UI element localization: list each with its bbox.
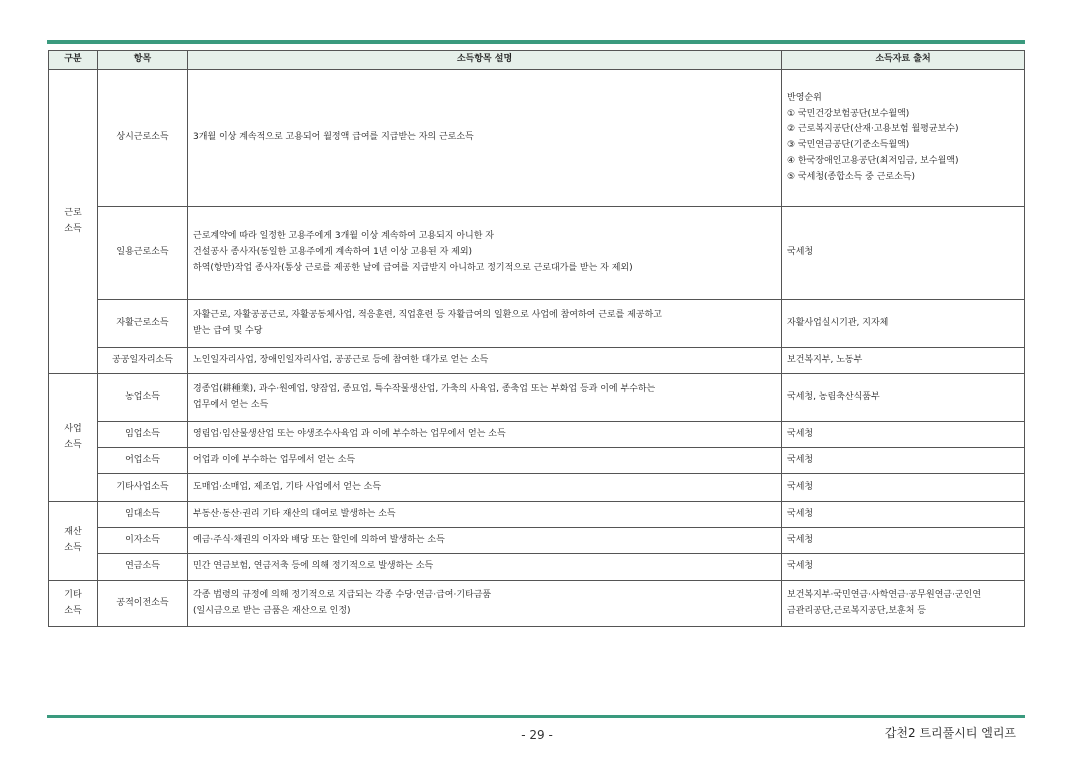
table-row (49, 374, 1025, 422)
source-line: 반영순위 (787, 92, 822, 103)
item-cell: 농업소득 (98, 374, 188, 422)
category-cell-property: 재산 소득 (49, 502, 98, 581)
source-cell (782, 374, 1025, 422)
description-line: 3개월 이상 계속적으로 고용되어 월정액 급여를 지급받는 자의 근로소득 (193, 132, 474, 143)
description-cell (188, 70, 782, 207)
category-cell-business: 사업 소득 (49, 374, 98, 502)
description-line: 부동산·동산·권리 기타 재산의 대여로 발생하는 소득 (193, 508, 396, 519)
source-line: 보건복지부, 노동부 (787, 354, 863, 365)
description-cell (188, 528, 782, 554)
source-line: ① 국민건강보험공단(보수월액) (787, 108, 910, 119)
source-line: 국세청 (787, 561, 814, 572)
description-cell (188, 448, 782, 474)
bottom-rule (47, 715, 1025, 718)
description-cell (188, 502, 782, 528)
description-line: 근로계약에 따라 일정한 고용주에게 3개월 이상 계속하여 고용되지 아니한 자 (193, 231, 494, 242)
item-cell: 공적이전소득 (98, 581, 188, 627)
page-number: - 29 - (521, 728, 553, 742)
item-cell: 상시근로소득 (98, 70, 188, 207)
table-header-row (49, 51, 1025, 70)
description-cell (188, 581, 782, 627)
source-line: 국세청, 농림축산식품부 (787, 391, 880, 402)
description-cell (188, 374, 782, 422)
item-cell: 자활근로소득 (98, 300, 188, 348)
source-cell (782, 348, 1025, 374)
item-cell: 임대소득 (98, 502, 188, 528)
description-line: 업무에서 얻는 소득 (193, 399, 269, 410)
description-cell (188, 207, 782, 300)
header-category: 구분 (49, 51, 98, 70)
description-line: 도매업·소매업, 제조업, 기타 사업에서 얻는 소득 (193, 481, 382, 492)
table-row (49, 207, 1025, 300)
header-source: 소득자료 출처 (782, 51, 1025, 70)
source-line: 국세청 (787, 481, 814, 492)
item-cell: 어업소득 (98, 448, 188, 474)
description-line: 영림업·임산물생산업 또는 야생조수사육업 과 이에 부수하는 업무에서 얻는 소득 (193, 428, 506, 439)
table-row (49, 502, 1025, 528)
description-cell (188, 348, 782, 374)
source-line: 국세청 (787, 454, 814, 465)
header-description: 소득항목 설명 (188, 51, 782, 70)
table-row (49, 422, 1025, 448)
description-line: 하역(항만)작업 종사자(통상 근로를 제공한 날에 급여를 지급받지 아니하고 정기적으로 근로대가를 받는 자 제외) (193, 262, 633, 273)
source-line: 자활사업실시기관, 지자체 (787, 317, 889, 328)
description-line: 민간 연금보험, 연금저축 등에 의해 정기적으로 발생하는 소득 (193, 561, 434, 572)
description-line: 자활근로, 자활공공근로, 자활공동체사업, 적응훈련, 직업훈련 등 자활급여의 일환으로 사업에 참여하여 근로를 제공하고 (193, 309, 662, 320)
table-body (49, 70, 1025, 627)
source-line: ③ 국민연금공단(기준소득월액) (787, 140, 910, 150)
source-cell (782, 554, 1025, 581)
source-line: 국세청 (787, 534, 814, 545)
description-line: 어업과 이에 부수하는 업무에서 얻는 소득 (193, 454, 356, 465)
top-rule (47, 40, 1025, 44)
source-line: 금관리공단,근로복지공단,보훈처 등 (787, 605, 926, 616)
description-line: 받는 급여 및 수당 (193, 325, 263, 336)
table-row (49, 474, 1025, 502)
category-cell-other: 기타 소득 (49, 581, 98, 627)
source-cell (782, 207, 1025, 300)
footer-title: 갑천2 트리풀시티 엘리프 (884, 726, 1016, 740)
source-cell (782, 474, 1025, 502)
source-cell (782, 70, 1025, 207)
source-cell (782, 528, 1025, 554)
source-line: 국세청 (787, 247, 814, 258)
source-cell (782, 300, 1025, 348)
item-cell: 공공일자리소득 (98, 348, 188, 374)
source-line: ⑤ 국세청(종합소득 중 근로소득) (787, 171, 916, 182)
category-cell-labor: 근로 소득 (49, 70, 98, 374)
item-cell: 연금소득 (98, 554, 188, 581)
table-row (49, 554, 1025, 581)
description-cell (188, 300, 782, 348)
header-item: 항목 (98, 51, 188, 70)
source-line: ④ 한국장애인고용공단(최저임금, 보수월액) (787, 155, 959, 166)
table-row (49, 448, 1025, 474)
description-line: 경종업(耕種業), 과수·원예업, 양잠업, 종묘업, 특수작물생산업, 가축의 사육업, 종축업 또는 부화업 등과 이에 부수하는 (193, 383, 656, 394)
table-row (49, 70, 1025, 207)
income-source-table (48, 50, 1025, 627)
source-line: 보건복지부·국민연금·사학연금·공무원연금·군인연 (787, 589, 982, 600)
table-row (49, 581, 1025, 627)
source-cell (782, 422, 1025, 448)
source-cell (782, 581, 1025, 627)
description-cell (188, 554, 782, 581)
description-cell (188, 422, 782, 448)
source-cell (782, 448, 1025, 474)
description-cell (188, 474, 782, 502)
table-row (49, 528, 1025, 554)
table-row (49, 300, 1025, 348)
source-line: 국세청 (787, 508, 814, 519)
table-row (49, 348, 1025, 374)
description-line: (일시금으로 받는 금품은 재산으로 인정) (193, 605, 351, 616)
item-cell: 임업소득 (98, 422, 188, 448)
source-cell (782, 502, 1025, 528)
description-line: 각종 법령의 규정에 의해 정기적으로 지급되는 각종 수당·연금·급여·기타금품 (193, 589, 492, 600)
item-cell: 기타사업소득 (98, 474, 188, 502)
description-line: 노인일자리사업, 장애인일자리사업, 공공근로 등에 참여한 대가로 얻는 소득 (193, 354, 489, 365)
description-line: 예금·주식·채권의 이자와 배당 또는 할인에 의하여 발생하는 소득 (193, 534, 445, 545)
description-line: 건설공사 종사자(동일한 고용주에게 계속하여 1년 이상 고용된 자 제외) (193, 247, 473, 258)
item-cell: 이자소득 (98, 528, 188, 554)
source-line: ② 근로복지공단(산재·고용보험 월평균보수) (787, 124, 959, 135)
source-line: 국세청 (787, 428, 814, 439)
item-cell: 일용근로소득 (98, 207, 188, 300)
